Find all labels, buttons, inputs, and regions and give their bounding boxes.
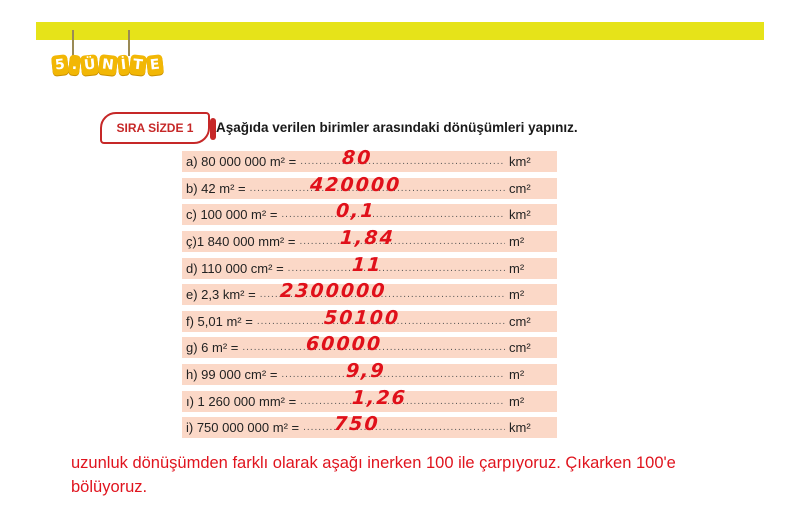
- answer-blank: [281, 369, 505, 380]
- question-text: d) 110 000 cm² =: [186, 260, 284, 276]
- handwritten-answer: 1,84: [339, 226, 396, 249]
- unit-label: cm²: [509, 313, 531, 329]
- exercise-row: [182, 333, 557, 358]
- unit-label: m²: [509, 367, 525, 383]
- unit-label: m²: [509, 393, 525, 409]
- handwritten-answer: 80: [341, 147, 374, 169]
- unit-label: km²: [509, 154, 531, 169]
- exercise-row: [182, 173, 557, 199]
- section-badge: SIRA SİZDE 1: [100, 112, 210, 144]
- exercise-row: [182, 386, 557, 412]
- question-text: e) 2,3 km² =: [186, 287, 256, 303]
- answer-blank: [288, 263, 505, 274]
- exercise-row: [182, 413, 557, 438]
- handwritten-answer: 750: [333, 413, 381, 436]
- answer-blank: [281, 209, 505, 220]
- answer-blank: [299, 236, 505, 247]
- header-bar: [36, 22, 764, 40]
- unit-label: m²: [509, 233, 525, 249]
- unit-letter: T: [129, 54, 147, 76]
- unit-label: m²: [509, 287, 525, 303]
- handwritten-answer: 9,9: [345, 360, 387, 383]
- handwritten-answer: 2300000: [279, 280, 388, 303]
- exercise-row: [182, 280, 557, 305]
- exercise-row: [182, 200, 557, 225]
- unit-letter: Ü: [80, 54, 99, 76]
- exercise-row: [182, 360, 557, 385]
- unit-badge: [52, 52, 163, 78]
- handwritten-answer: 50100: [323, 306, 401, 329]
- instruction-text: Aşağıda verilen birimler arasındaki dönüşümleri yapınız.: [216, 120, 578, 135]
- exercise-row: [182, 147, 557, 172]
- handwritten-answer: 11: [351, 253, 384, 276]
- unit-letter: 5: [51, 54, 69, 76]
- unit-letter: .: [68, 54, 81, 75]
- unit-label: cm²: [509, 180, 531, 196]
- exercise-row: [182, 306, 557, 332]
- unit-label: km²: [509, 420, 531, 436]
- question-text: ç)1 840 000 mm² =: [186, 233, 296, 249]
- question-text: h) 99 000 cm² =: [186, 367, 278, 383]
- handwritten-answer: 60000: [305, 333, 383, 356]
- handwritten-answer: 1,26: [351, 386, 408, 409]
- unit-label: m²: [509, 260, 525, 276]
- explanation-note: uzunluk dönüşümden farklı olarak aşağı inerken 100 ile çarpıyoruz. Çıkarken 100'e bölüyoruz.: [71, 454, 676, 496]
- unit-label: cm²: [509, 340, 531, 356]
- exercise-row: [182, 226, 557, 252]
- unit-letter: İ: [117, 54, 130, 75]
- question-text: a) 80 000 000 m² =: [186, 154, 297, 169]
- unit-letter: E: [146, 54, 164, 76]
- question-text: c) 100 000 m² =: [186, 207, 278, 223]
- answer-blank: [300, 156, 505, 167]
- exercise-row: [182, 253, 557, 279]
- question-text: ı) 1 260 000 mm² =: [186, 393, 297, 409]
- question-text: i) 750 000 000 m² =: [186, 420, 300, 436]
- question-text: b) 42 m² =: [186, 180, 246, 196]
- question-text: f) 5,01 m² =: [186, 313, 253, 329]
- exercise-list: [182, 147, 557, 444]
- handwritten-answer: 420000: [309, 173, 403, 196]
- unit-letter: N: [98, 54, 118, 76]
- question-text: g) 6 m² =: [186, 340, 239, 356]
- handwritten-answer: 0,1: [335, 200, 377, 223]
- unit-label: km²: [509, 207, 531, 223]
